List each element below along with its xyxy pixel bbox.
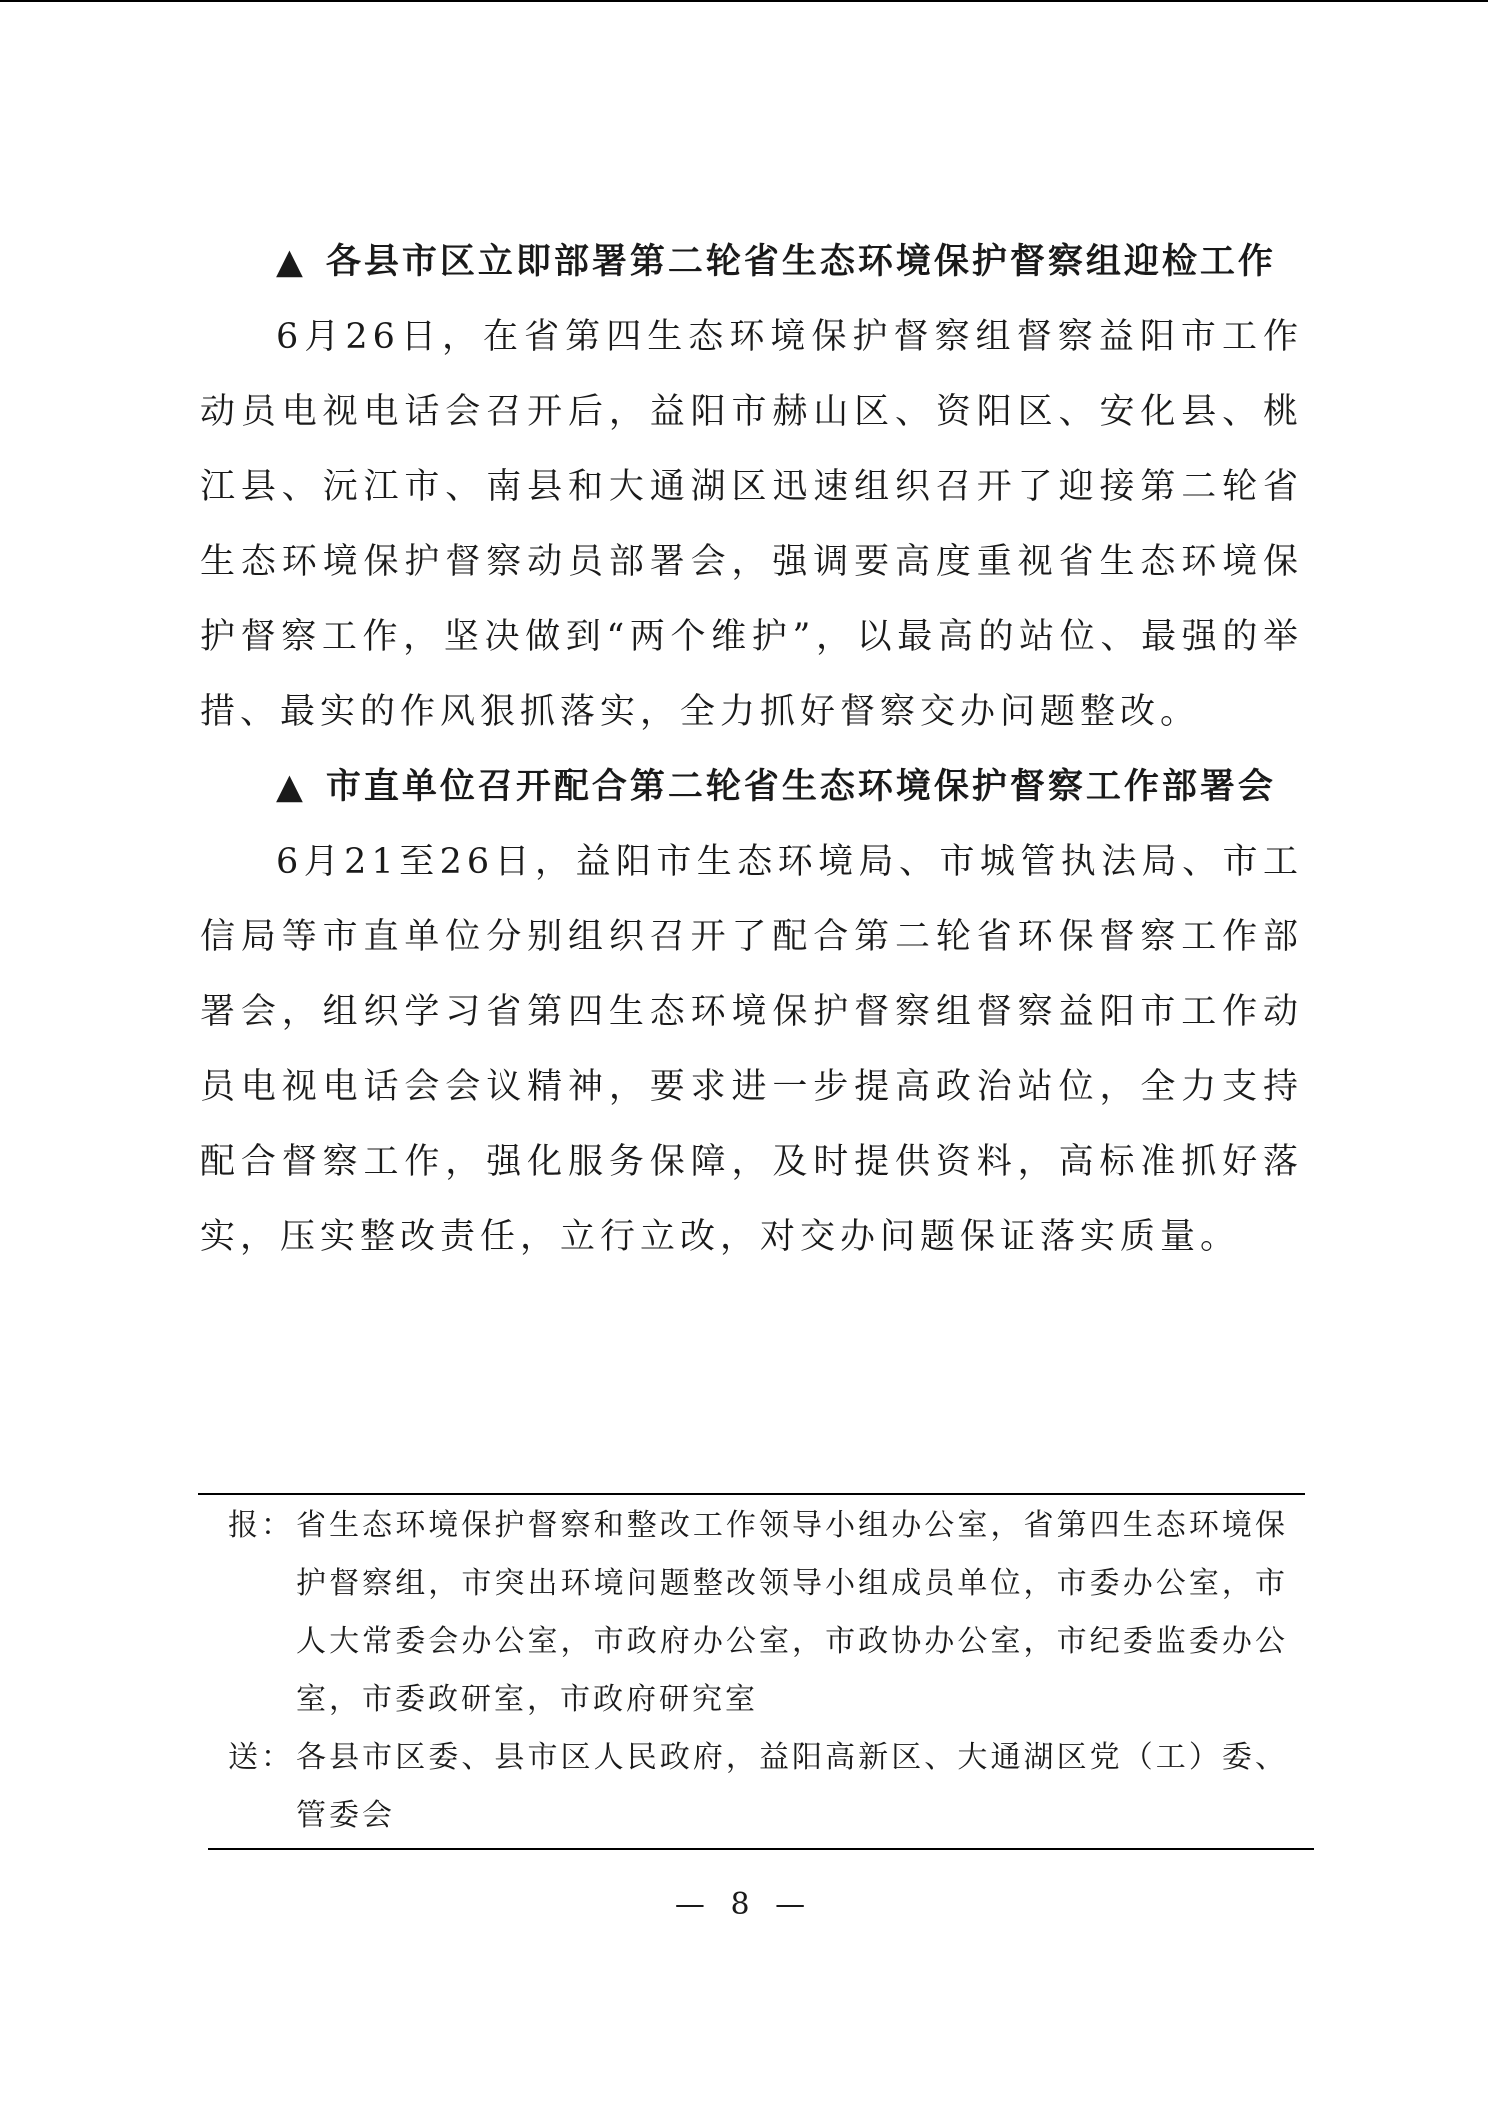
distribution-bottom-rule xyxy=(208,1848,1314,1850)
section-heading-2 xyxy=(200,750,1303,825)
distribution-report xyxy=(228,1497,1288,1729)
distribution-send xyxy=(228,1729,1288,1845)
section-paragraph-1: 6月26日，在省第四生态环境保护督察组督察益阳市工作动员电视电话会召开后，益阳市赫山区、资阳区、安化县、桃江县、沅江市、南县和大通湖区迅速组织召开了迎接第二轮省生态环境保护督察动员部署会，强调要高度重视省生态环境保护督察工作，坚决做到“两个维护”，以最高的站位、最强的举措、最实的作风狠抓落实，全力抓好督察交办问题整改。 xyxy=(200,317,1303,732)
page-number: — 8 — xyxy=(674,1887,814,1922)
send-recipients: 各县市区委、县市区人民政府，益阳高新区、大通湖区党（工）委、管委会 xyxy=(296,1740,1288,1833)
section-heading-text: 各县市区立即部署第二轮省生态环境保护督察组迎检工作 xyxy=(325,242,1276,282)
document-body xyxy=(200,225,1303,1275)
report-recipients: 省生态环境保护督察和整改工作领导小组办公室，省第四生态环境保护督察组，市突出环境问题整改领导小组成员单位，市委办公室，市人大常委会办公室，市政府办公室，市政协办公室，市纪委监委办公室，市委政研室，市政府研究室 xyxy=(296,1508,1288,1717)
section-heading-text: 市直单位召开配合第二轮省生态环境保护督察工作部署会 xyxy=(325,767,1276,807)
section-heading-1 xyxy=(200,225,1303,300)
page-top-edge xyxy=(0,0,1488,2)
section-paragraph-2: 6月21至26日，益阳市生态环境局、市城管执法局、市工信局等市直单位分别组织召开了配合第二轮省环保督察工作部署会，组织学习省第四生态环境保护督察组督察益阳市工作动员电视电话会会议精神，要求进一步提高政治站位，全力支持配合督察工作，强化服务保障，及时提供资料，高标准抓好落实，压实整改责任，立行立改，对交办问题保证落实质量。 xyxy=(200,842,1303,1257)
triangle-bullet-icon: ▲ xyxy=(276,767,306,807)
send-label: 送： xyxy=(228,1740,294,1775)
report-label: 报： xyxy=(228,1508,294,1543)
triangle-bullet-icon: ▲ xyxy=(276,242,306,282)
distribution-top-rule xyxy=(198,1493,1305,1495)
